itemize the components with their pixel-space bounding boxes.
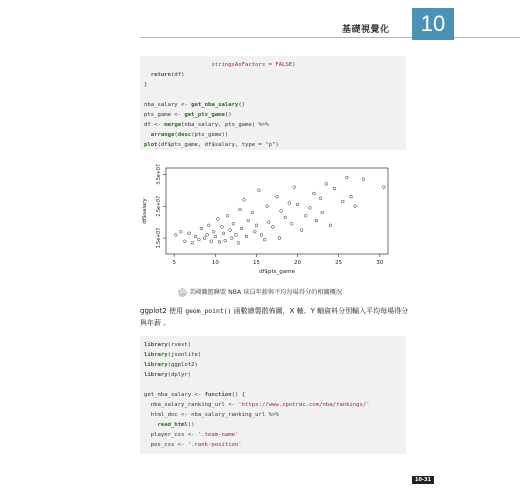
data-point xyxy=(329,224,332,227)
data-point xyxy=(221,226,224,229)
code-line: nba_salary <- get_nba_salary() xyxy=(144,102,246,108)
code-line: library(jsonlite) xyxy=(144,352,202,358)
data-point xyxy=(206,233,209,236)
data-point xyxy=(333,187,336,190)
code-line: arrange(desc(pts_game)) xyxy=(150,132,229,138)
paragraph-text-1: ggplot2 使用 xyxy=(140,307,186,315)
paragraph-text-2: 函數繪製散佈圖，X 軸、Y 軸資料分別輸入平均每場得分與年薪 。 xyxy=(140,307,409,327)
data-point xyxy=(260,233,263,236)
scatter-plot-svg xyxy=(140,160,400,280)
code-line: return(df) xyxy=(150,72,185,78)
y-tick-label: 1.5e+07 xyxy=(157,227,162,249)
code-line: read_html() xyxy=(157,422,195,428)
data-point xyxy=(255,224,258,227)
code-line: get_nba_salary <- function() { xyxy=(144,392,246,398)
data-point xyxy=(243,198,246,201)
data-point xyxy=(216,218,219,221)
scatter-plot xyxy=(140,160,400,280)
data-point xyxy=(288,202,291,205)
figure-number-icon: 10 xyxy=(179,288,186,295)
data-point xyxy=(218,240,221,243)
data-point xyxy=(237,241,240,244)
body-paragraph xyxy=(140,305,412,329)
code-line: df <- merge(nba_salary, pts_game) %>% xyxy=(144,122,269,128)
code-line: nba_salary_ranking_url <- 'https://www.spotrac.com/nba/rankings/' xyxy=(144,402,370,408)
data-point xyxy=(263,238,266,241)
code-line: pts_game <- get_pts_game() xyxy=(144,112,232,118)
data-point xyxy=(271,226,274,229)
x-tick-label: 20 xyxy=(294,260,302,266)
data-point xyxy=(267,221,270,224)
paragraph-inline-code: geom_point() xyxy=(185,307,232,315)
data-point xyxy=(258,189,261,192)
code-block-1 xyxy=(140,56,406,150)
data-point xyxy=(207,224,210,227)
data-point xyxy=(214,235,217,238)
data-point xyxy=(382,186,385,189)
code-line: plot(df$pts_game, df$salary, type = "p") xyxy=(144,142,279,148)
x-tick-label: 25 xyxy=(335,260,343,266)
data-point xyxy=(239,208,242,211)
data-point xyxy=(253,230,256,233)
data-point xyxy=(245,235,248,238)
code-line: library(dplyr) xyxy=(144,372,192,378)
data-point xyxy=(224,239,227,242)
page-number: 10-31 xyxy=(412,476,434,484)
data-point xyxy=(194,235,197,238)
data-point xyxy=(191,241,194,244)
data-point xyxy=(200,227,203,230)
data-point xyxy=(308,206,311,209)
y-tick-label: 2.5e+07 xyxy=(157,195,162,217)
data-point xyxy=(341,200,344,203)
figure-caption xyxy=(178,287,342,297)
data-point xyxy=(304,214,307,217)
data-point xyxy=(184,240,187,243)
x-axis-label: df$pts_game xyxy=(259,269,295,275)
data-point xyxy=(313,192,316,195)
data-point xyxy=(319,197,322,200)
header-divider xyxy=(140,37,520,38)
data-point xyxy=(280,210,283,213)
y-axis-label: df$salary xyxy=(142,198,148,224)
data-point xyxy=(362,178,365,181)
code-line: library(rvest) xyxy=(144,342,192,348)
data-point xyxy=(179,230,182,233)
data-point xyxy=(234,233,237,236)
code-line: stringsAsFactors = FALSE) xyxy=(144,62,296,68)
data-point xyxy=(212,230,215,233)
data-point xyxy=(240,227,243,230)
data-point xyxy=(315,219,318,222)
data-point xyxy=(226,214,229,217)
chapter-number-tab: 10 xyxy=(412,8,454,40)
x-tick-label: 10 xyxy=(211,260,219,266)
data-point xyxy=(266,205,269,208)
data-point xyxy=(230,237,233,240)
x-tick-label: 15 xyxy=(252,260,260,266)
code-line: library(ggplot2) xyxy=(144,362,198,368)
data-point xyxy=(174,233,177,236)
x-tick-label: 5 xyxy=(172,260,176,266)
data-point xyxy=(354,205,357,208)
data-point xyxy=(197,238,200,241)
data-point xyxy=(188,232,191,235)
data-point xyxy=(251,211,254,214)
data-point xyxy=(293,186,296,189)
chapter-title: 基礎視覺化 xyxy=(342,25,390,35)
code-line xyxy=(144,380,402,390)
data-point xyxy=(247,219,250,222)
code-line: pos_css <- '.rank-position' xyxy=(144,442,242,448)
data-point xyxy=(222,232,225,235)
data-point xyxy=(210,240,213,243)
code-line xyxy=(144,90,402,100)
code-block-2 xyxy=(140,336,406,454)
data-point xyxy=(296,203,299,206)
data-point xyxy=(300,229,303,232)
data-point xyxy=(350,195,353,198)
y-tick-label: 3.5e+07 xyxy=(157,164,162,185)
code-line: html_doc <- nba_salary_ranking_url %>% xyxy=(144,412,279,418)
data-point xyxy=(345,176,348,179)
data-point xyxy=(284,216,287,219)
data-point xyxy=(321,211,324,214)
code-line: } xyxy=(144,82,148,88)
x-tick-label: 30 xyxy=(376,260,384,266)
code-line: player_css <- '.team-name' xyxy=(144,432,239,438)
data-point xyxy=(325,183,328,186)
data-point xyxy=(203,237,206,240)
data-point xyxy=(278,237,281,240)
data-point xyxy=(290,222,293,225)
figure-caption-text: 美國職籃聯盟 NBA 球員年薪與平均每場得分的相關概況 xyxy=(189,289,343,296)
data-point xyxy=(276,195,279,198)
data-point xyxy=(229,229,232,232)
data-point xyxy=(232,222,235,225)
